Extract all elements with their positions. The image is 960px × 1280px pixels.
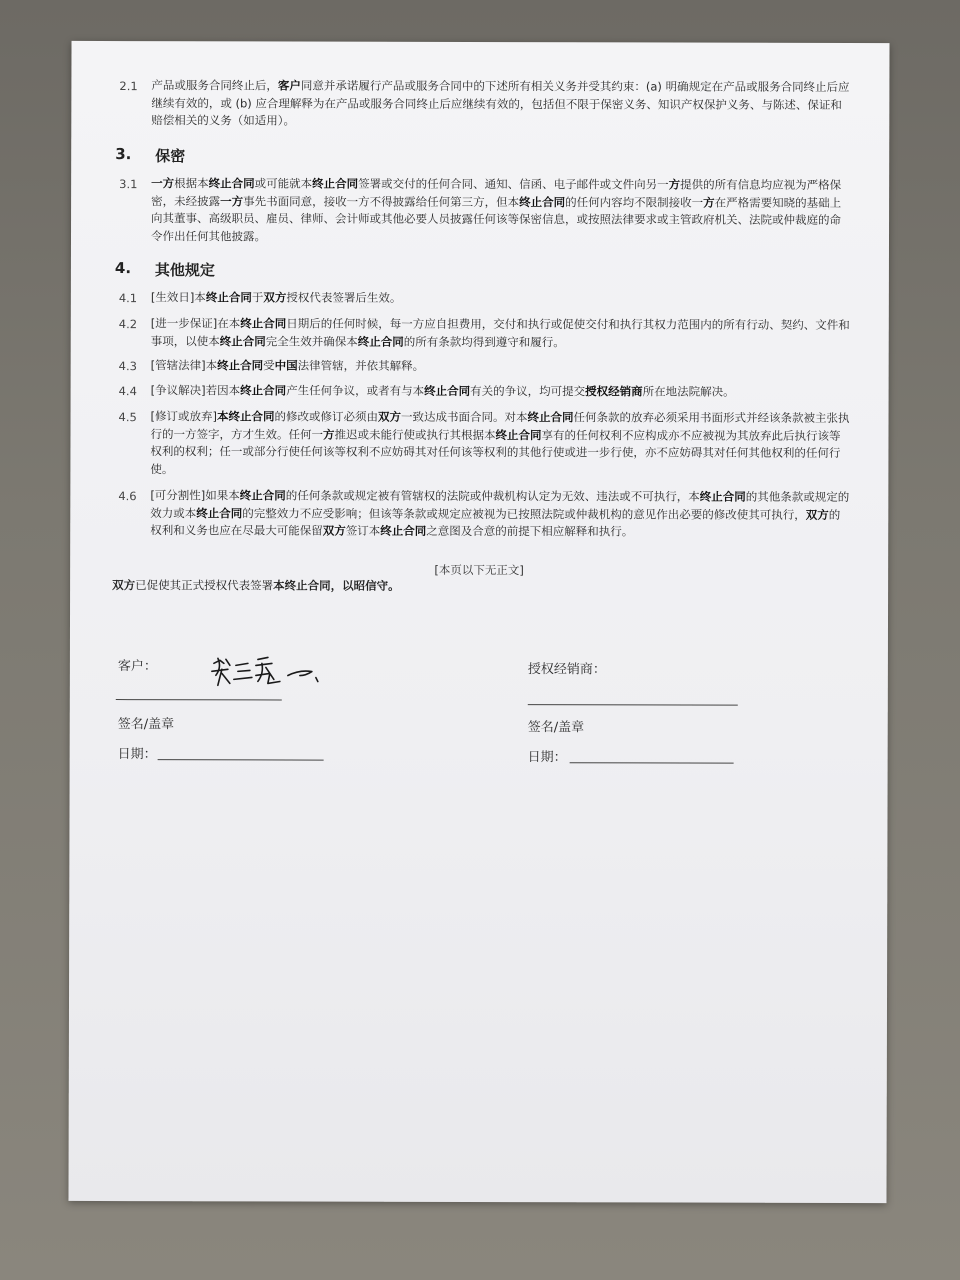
text-run: [争议解决]若因本 [150, 383, 241, 398]
text-run: 根据本 [174, 176, 209, 191]
clause-4-4-text [151, 382, 851, 401]
bold-term: 终止合同 [219, 333, 266, 348]
text-run: 推迟或未能行使或执行其根据本 [334, 427, 496, 442]
text-run: 签署或交付的任何合同、通知、信函、电子邮件或文件向另一 [358, 176, 669, 192]
bold-term: 终止合同 [239, 488, 286, 503]
bold-term: 一方 [220, 193, 244, 208]
witness-statement [112, 577, 400, 594]
text-run: 的修改或修订必须由 [274, 409, 379, 424]
clause-4-5-text [150, 408, 850, 480]
customer-handwritten-signature [208, 653, 338, 693]
bold-term: 方 [322, 427, 335, 442]
text-run: 或可能就本 [254, 176, 313, 191]
text-run: 产生任何争议，或者有与本 [286, 383, 425, 398]
dealer-signature-line [528, 704, 738, 706]
text-run: 的完整效力不应受影响；但该等条款或规定应被视为已按照法院或仲裁机构的意见作出必要的修改使其可执行， [242, 505, 806, 522]
bold-term: 双方 [263, 290, 287, 305]
text-run: 提供的所有信息均应视为严格保密，未经披露 [151, 177, 842, 208]
customer-label: 客户： [117, 659, 157, 675]
clause-number: 2.1 [119, 79, 138, 94]
text-run: 产品或服务合同终止后， [151, 78, 278, 93]
text-run: 完全生效并确保本 [265, 333, 358, 349]
text-run: 有关的争议，均可提交 [470, 383, 586, 399]
clause-2-1-text [151, 77, 851, 131]
section-title: 保密 [155, 147, 186, 166]
text-run: 的权利和义务也应在尽最大可能保留 [150, 507, 841, 538]
clause-number: 3.1 [119, 177, 138, 192]
bold-term: 终止合同 [527, 410, 574, 425]
bold-term: 双方 [322, 523, 346, 538]
clause-number: 4.5 [118, 410, 137, 425]
dealer-label: 授权经销商： [527, 662, 606, 678]
bold-term: 客户 [277, 78, 301, 93]
text-run: 受 [263, 358, 275, 373]
clause-number: 4.3 [118, 359, 137, 374]
bold-term: 双方 [112, 578, 136, 593]
text-run: 日期后的任何时候，每一方应自担费用，交付和执行或促使交付和执行其权力范围内的所有行动、契约、文件和事项，以使本 [150, 316, 850, 348]
bold-term: 双方 [378, 409, 402, 424]
text-run: 在严格需要知晓的基础上向其董事、高级职员、雇员、律师、会计师或其他必要人员披露任何该等保密信息，或按照法律要求或主管政府机关、法院或仲裁庭的命令作出任何其他披露。 [150, 195, 842, 243]
bold-term: 本终止合同，以昭信守。 [273, 578, 400, 593]
bold-term: 方 [668, 177, 681, 192]
bold-term: 双方 [805, 507, 829, 522]
customer-date-line [158, 759, 324, 760]
text-run: [管辖法律]本 [150, 358, 218, 373]
section-number: 3. [115, 145, 132, 164]
text-run: 同意并承诺履行产品或服务合同中的下述所有相关义务并受其约束：(a) 明确规定在产品或服务合同终止后应继续有效的，或 (b) 应合理解释为在产品或服务合同终止后应继续有效的，包括但不限于保密义务、知识产权保护义务、与陈述、保证和赔偿相关的义务（如适用）。 [151, 78, 850, 128]
text-run: 授权代表签署后生效。 [286, 290, 402, 305]
bold-term: 终止合同 [424, 383, 471, 398]
bold-term: 终止合同 [208, 176, 255, 191]
text-run: 的任何条款或规定被有管辖权的法院或仲裁机构认定为无效、违法或不可执行，本 [285, 488, 700, 504]
bold-term: 方 [703, 195, 715, 210]
clause-4-1-text [151, 289, 851, 308]
customer-signature-line [116, 699, 282, 700]
contract-page [68, 41, 889, 1203]
text-run: [可分割性]如果本 [150, 488, 240, 503]
bold-term: 终止合同 [240, 316, 287, 331]
bold-term: 终止合同 [240, 383, 287, 398]
bold-term: 中国 [274, 358, 298, 373]
bold-term: 终止合同 [495, 427, 542, 442]
clause-number: 4.6 [118, 489, 137, 504]
text-run: 事先书面同意，接收一方不得披露给任何第三方，但本 [243, 193, 520, 209]
bold-term: 终止合同 [380, 523, 427, 538]
dealer-date-label: 日期： [527, 750, 567, 766]
text-run: 的任何内容均不限制接收一 [565, 194, 704, 210]
bold-term: 终止合同 [699, 489, 746, 504]
dealer-sign-stamp-label: 签名/盖章 [527, 720, 585, 736]
text-run: 的其他条款或规定的效力或本 [150, 489, 850, 520]
text-run: 所在地法院解决。 [642, 384, 735, 399]
bold-term: 终止合同 [217, 358, 264, 373]
bold-term: 终止合同 [519, 194, 566, 209]
text-run: [进一步保证]在本 [150, 316, 241, 331]
bold-term: 终止合同 [312, 176, 359, 191]
bold-term: 终止合同 [205, 290, 252, 305]
text-run: 享有的任何权利不应构成亦不应被视为其放弃此后执行该等权利的权利；任一或部分行使任何该等权利不应妨碍其对任何该等权利的其他行使或进一步行使，亦不应妨碍其对任何其他权利的任何行使。 [150, 427, 841, 476]
section-number: 4. [114, 259, 132, 278]
clause-3-1-text [151, 175, 851, 247]
text-run: 任何条款的放弃必须采用书面形式并经该条款被主张执行的一方签字，方才生效。任何一 [150, 410, 850, 442]
bold-term: 终止合同 [196, 505, 243, 520]
text-run: 一致达成书面合同。对本 [401, 409, 528, 425]
clause-4-6-text [150, 487, 850, 541]
text-run: 之意图及合意的前提下相应解释和执行。 [426, 523, 634, 539]
clause-number: 4.2 [118, 317, 138, 332]
dealer-date-line [570, 762, 734, 763]
text-run: 于 [251, 290, 264, 305]
bold-term: 终止合同 [357, 334, 404, 349]
clause-number: 4.1 [118, 291, 138, 306]
text-run: 法律管辖，并依其解释。 [297, 358, 425, 373]
text-run: 签订本 [345, 523, 381, 538]
text-run: [生效日]本 [150, 290, 206, 305]
bold-term: 本终止合同 [217, 409, 275, 424]
text-run: [修订或放弃] [150, 409, 218, 424]
end-of-text-note: [本页以下无正文] [434, 562, 524, 578]
text-run: 已促使其正式授权代表签署 [135, 578, 274, 593]
bold-term: 一方 [151, 176, 175, 191]
customer-date-label: 日期： [117, 747, 157, 763]
customer-sign-stamp-label: 签名/盖章 [117, 717, 175, 733]
bold-term: 授权经销商 [585, 384, 643, 399]
clause-4-2-text [151, 315, 851, 352]
text-run: 的所有条款均得到遵守和履行。 [403, 334, 565, 349]
clause-4-3-text [151, 357, 851, 376]
section-title: 其他规定 [154, 261, 215, 280]
clause-number: 4.4 [118, 384, 137, 399]
